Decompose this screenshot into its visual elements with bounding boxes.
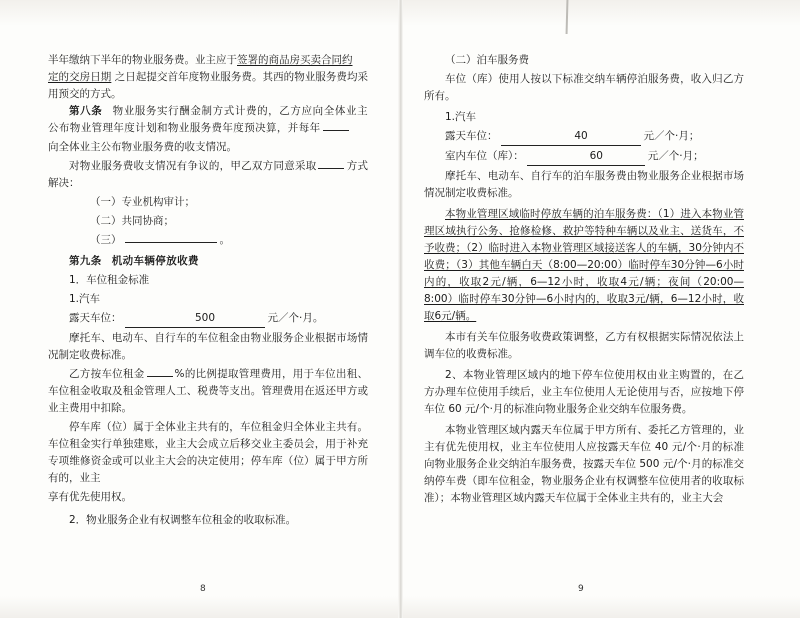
garage-ownership-text: 停车库（位）属于全体业主共有的，车位租金归全体业主共有。车位租金实行单独建账，业主大会成立后移交业主委员会，用于补充专项维修资金或可以业主大会的决定使用；停车库（位）属于甲方所有的，业主 [48,421,368,484]
open-air-service-fee-value[interactable]: 40 [501,128,641,146]
dispute-text-b: 方式解决： [48,160,369,189]
rent-adjustment-paragraph: 2．物业服务企业有权调整车位租金的收取标准。 [69,514,297,526]
dispute-option-3-label: （三） [90,234,122,246]
indoor-service-fee-line [424,148,744,166]
parking-rent-standard-heading: 1．车位租金标准 [69,274,150,286]
clause-8-heading [48,103,368,137]
open-air-rent-label: 露天车位： [69,312,122,324]
management-fee-paragraph [48,366,368,417]
paragraph-dispute [48,158,368,192]
section-2-heading: （二）泊车服务费 [445,54,529,66]
open-air-rent-value[interactable]: 500 [125,310,265,328]
clause-8-label: 第八条 [69,105,103,117]
text-line-1b: 签署的商品房买卖合同约 [237,54,353,66]
book-spine [398,0,403,618]
open-air-rent-line [48,310,368,328]
text-line-2b: 之日起提交首年度物业服务费。其西的物业服务费均采用预交的方式。 [48,71,369,100]
text-line-2a: 定的交房日期 [48,71,112,83]
parking-service-fee-intro: 车位（库）使用人按以下标准交纳车辆停泊服务费，收入归乙方所有。 [424,73,744,102]
annual-plan-year-blank[interactable] [323,130,349,131]
clause-8-body: 物业服务实行酬金制方式计费的，乙方应向全体业主公布物业管理年度计划和物业服务费年度预决算，并每年 [48,105,369,134]
open-air-service-fee-unit: 元／个·月； [643,130,700,142]
dispute-text-a: 对物业服务费收支情况有争议的，甲乙双方同意采取 [69,160,317,172]
other-vehicle-rent-paragraph: 摩托车、电动车、自行车的车位租金由物业服务企业根据市场情况制定收费标准。 [48,332,368,361]
temporary-parking-paragraph: 本物业管理区域临时停放车辆的泊车服务费：（1）进入本物业管理区域执行公务、抢修检修、救护等特种车辆以及业主、送货车，不予收费；（2）临时进入本物业管理区域接送客人的车辆，30分钟内不收费；（3）其他车辆白天（8:00—20:00）临时停车30分钟—6小时内的，收取2元/辆，6—12小时，收取4元/辆；夜间（20:00—8:00）临时停车30分钟—6小时内的，收取3元/辆，6—12小时，收取6元/辆。 [424,208,744,322]
garage-ownership-continuation: 享有优先使用权。 [48,491,132,503]
indoor-service-fee-value[interactable]: 60 [527,148,645,166]
dispute-method-blank[interactable] [318,168,344,169]
indoor-service-fee-unit: 元／个·月； [647,150,704,162]
underground-parking-paragraph: 2、本物业管理区域内的地下停车位使用权由业主购置的，在乙方办理车位使用手续后，业主车位使用人无论使用与否，应按地下停车位 60 元/个·月的标准向物业服务企业交纳车位服务费。 [424,369,744,415]
dispute-option-3-blank[interactable] [125,242,217,243]
paragraph-prepayment-cont [48,69,368,103]
management-fee-percent-blank[interactable] [147,376,173,377]
spine-crease-mark [566,0,569,34]
page-number-left: 8 [200,584,206,594]
other-vehicle-service-fee-paragraph: 摩托车、电动车、自行车的泊车服务费由物业服务企业根据市场情况制定收费标准。 [424,170,744,199]
open-air-service-fee-line [424,128,744,146]
left-page-column [48,52,368,531]
open-air-parking-ownership-paragraph: 本物业管理区域内露天车位属于甲方所有、委托乙方管理的，业主有优先使用权，业主车位使用人应按露天车位 40 元/个·月的标准向物业服务企业交纳泊车服务费，按露天车位 500 元/个·月的标准交纳停车费（即车位租金，物业服务企业有权调整车位使用者的收取标准）；本物业管理区域内露天车位属于全体业主共有的，业主大会 [424,424,744,504]
policy-adjustment-paragraph: 本市有关车位服务收费政策调整，乙方有权根据实际情况依法上调车位的收费标准。 [424,331,744,360]
management-fee-text-b: %的比例提取管理费用，用于车位出租、车位租金收取及租金管理人工、税费等支出。管理费用在返还甲方或业主费用中扣除。 [48,368,368,414]
open-air-rent-unit: 元／个·月。 [267,312,324,324]
dispute-option-3 [48,232,368,249]
clause-9-heading [48,253,368,270]
dispute-option-2: （二）共同协商； [90,215,174,227]
dispute-option-3-period: 。 [219,234,230,246]
clause-9-label: 第九条 [69,255,102,267]
car-category-heading: 1.汽车 [69,293,101,305]
open-air-service-fee-label: 露天车位： [445,130,498,142]
indoor-service-fee-label: 室内车位（库）： [445,150,524,162]
clause-8-continuation: 向全体业主公布物业服务费的收支情况。 [48,141,237,153]
page-number-right: 9 [578,584,584,594]
text-line-1a: 半年缴纳下半年的物业服务费。业主应于 [48,54,237,66]
car-category-heading-right: 1.汽车 [445,111,477,123]
management-fee-text-a: 乙方按车位租金 [69,368,145,380]
paragraph-prepayment [48,52,368,69]
right-page-column [424,52,744,509]
clause-9-title: 机动车辆停放收费 [111,255,199,267]
dispute-option-1: （一）专业机构审计； [90,196,195,208]
garage-ownership-paragraph [48,419,368,487]
